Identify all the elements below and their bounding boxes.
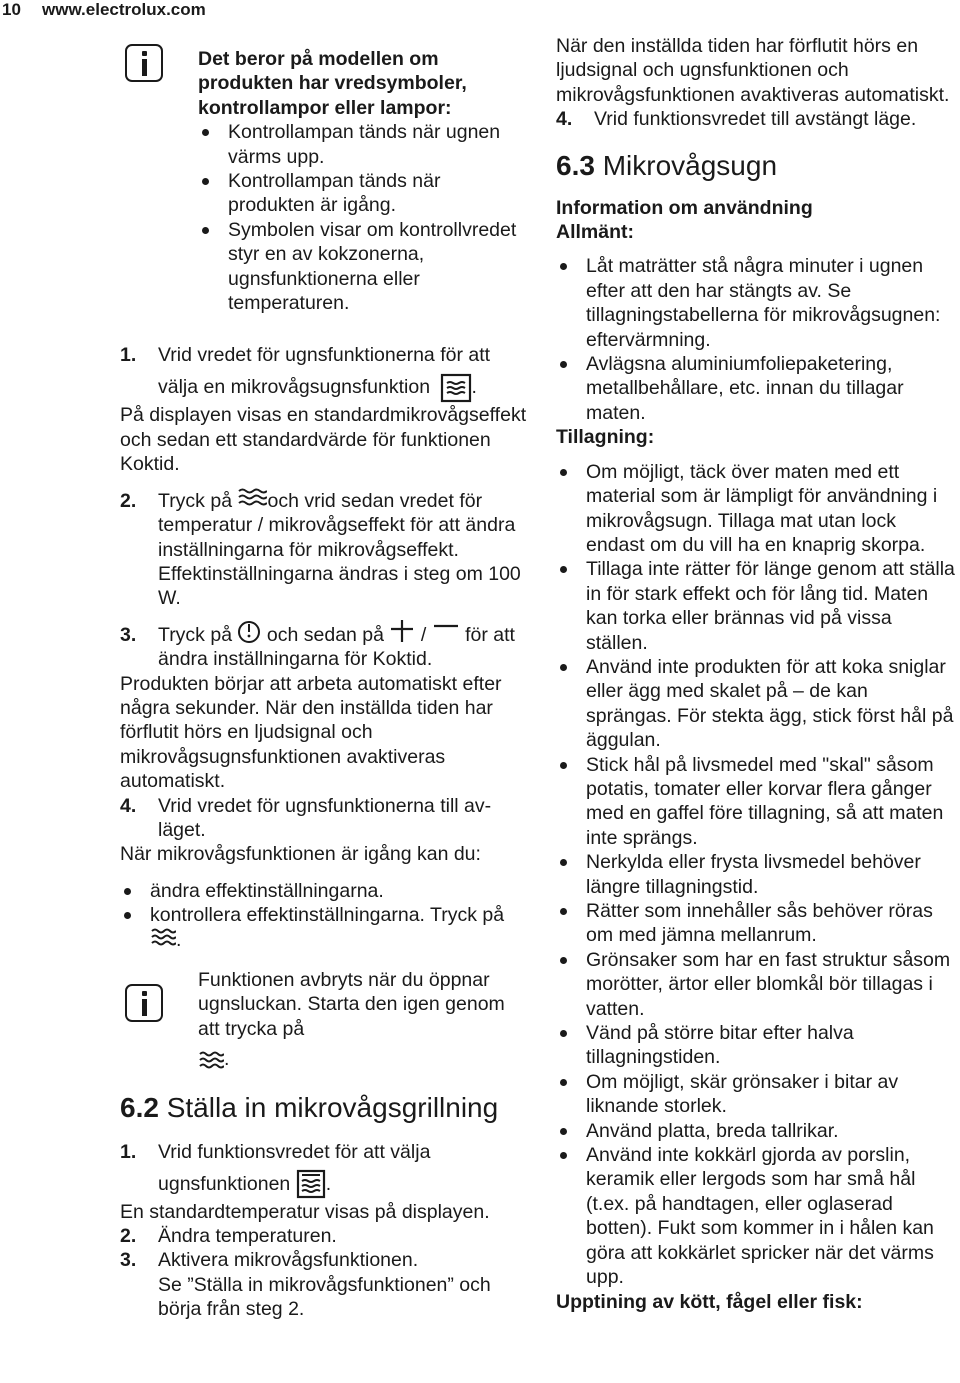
step-text: Vrid vredet för ugnsfunktionerna till av-läget. — [158, 794, 492, 841]
subheading-general: Allmänt: — [556, 221, 634, 244]
step-text-cont: och vrid sedan vredet för temperatur / mikrovågseffekt för att ändra inställningarna för mikrovågseffekt. Effektinställningarna ändras i steg om 100 W. — [158, 489, 521, 610]
info-note-1 — [0, 30, 530, 315]
left-column — [120, 30, 530, 1322]
info-note-2 — [120, 968, 530, 1072]
list-item: Låt maträtter stå några minuter i ugnen efter att den har stängts av. Se tillagningstabellerna för mikrovågsugnen: eftervärmning. — [556, 254, 956, 352]
cooking-list — [556, 460, 956, 1290]
step-1-grill — [120, 1136, 530, 1200]
list-item: Kontrollampan tänds när ugnen värms upp. — [198, 120, 530, 169]
list-item: Grönsaker som har en fast struktur såsom morötter, ärtor eller blomkål bör tillagas i vatten. — [556, 948, 956, 1021]
plus-icon — [389, 618, 415, 644]
step-text: för att ändra inställningarna för Koktid. — [158, 623, 515, 671]
subheading-thawing: Upptining av kött, fågel eller fisk: — [556, 1290, 863, 1313]
note-text: Funktionen avbryts när du öppnar ugnsluckan. Starta den igen genom att trycka på — [198, 969, 505, 1040]
list-item: Om möjligt, täck över maten med ett material som är lämpligt för användning i mikrovågsugn. Tillaga mat utan lock endast om du vill ha en knaprig skorpa. — [556, 460, 956, 558]
step-number: 2. — [120, 1225, 137, 1248]
bullet-list — [120, 879, 530, 952]
site-url: www.electrolux.com — [42, 0, 206, 19]
note-bullet-list — [198, 120, 530, 315]
slash-text: / — [420, 623, 427, 646]
list-item: Avlägsna aluminiumfoliepaketering, metallbehållare, etc. innan du tillagar maten. — [556, 352, 956, 425]
list-item: Tillaga inte rätter för länge genom att ställa in för stark effekt och för lång tid. Maten kan torka eller brännas vid på vissa ställen. — [556, 557, 956, 655]
step-1 — [120, 339, 530, 403]
step-text: Vrid funktionsvredet till avstängt läge. — [594, 108, 917, 131]
section-title: Ställa in mikrovågsgrillning — [166, 1091, 499, 1123]
step-text: Tryck på — [158, 489, 233, 512]
list-item: Om möjligt, skär grönsaker i bitar av liknande storlek. — [556, 1070, 956, 1119]
page-header — [2, 0, 206, 20]
intro-paragraph: När den inställda tiden har förflutit hörs en ljudsignal och ugnsfunktionen och mikrovågsfunktionen avaktiveras automatiskt. — [556, 35, 950, 106]
list-item: Använd inte produkten för att koka sniglar eller ägg med skalet på – de kan sprängas. För stekta ägg, stick först hål på äggulan. — [556, 655, 956, 753]
step-3-continuation: Produkten börjar att arbeta automatiskt efter några sekunder. När den inställda tiden har förflutit hörs en ljudsignal och mikrovågsugnsfunktionen avaktiveras automatiskt. — [120, 672, 502, 793]
list-item: Vänd på större bitar efter halva tillagningstiden. — [556, 1021, 956, 1070]
list-item: Symbolen visar om kontrollvredet styr en av kokzonerna, ugnsfunktionerna eller temperaturen. — [198, 218, 530, 316]
list-item-text: kontrollera effektinställningarna. Tryck på — [150, 904, 505, 927]
section-title: Mikrovågsugn — [602, 149, 778, 181]
section-number: 6.2 — [120, 1091, 159, 1123]
list-item: Använd inte kokkärl gjorda av porslin, keramik eller lergods som har små hål (t.ex. på handtagen, eller oglaserad botten). Fukt som kommer in i hålen kan göra att kokkärlet spricker när det värms upp. — [556, 1143, 956, 1289]
step-text: och sedan på — [266, 623, 384, 646]
step-1-continuation: På displayen visas en standardmikrovågseffekt och sedan ett standardvärde för funktionen Koktid. — [120, 404, 527, 476]
page-number: 10 — [2, 0, 21, 19]
microwave-function-icon — [440, 373, 472, 403]
step-4 — [120, 794, 530, 843]
list-item: Kontrollampan tänds när produkten är igång. — [198, 169, 530, 218]
step-text: Vrid vredet för ugnsfunktionerna för att välja en mikrovågsugnsfunktion — [158, 344, 491, 399]
step-text: Vrid funktionsvredet för att välja ugnsfunktionen — [158, 1140, 431, 1195]
timer-icon — [237, 620, 261, 644]
step-text: Ändra temperaturen. — [158, 1225, 337, 1248]
minus-icon — [432, 618, 460, 640]
step-text-cont: Se ”Ställa in mikrovågsfunktionen” och börja från steg 2. — [158, 1273, 491, 1321]
step-text: Aktivera mikrovågsfunktionen. — [158, 1249, 419, 1272]
section-number: 6.3 — [556, 149, 595, 181]
list-item: Stick hål på livsmedel med "skal" såsom potatis, tomater eller korvar flera gånger med en gaffel före tillagning, så att maten inte sprängs. — [556, 753, 956, 851]
step-text-end: . — [471, 376, 477, 399]
section-heading-6-3 — [556, 150, 956, 182]
microwave-waves-icon — [150, 926, 176, 948]
list-item: Använd platta, breda tallrikar. — [556, 1119, 956, 1143]
step-3-grill — [120, 1248, 530, 1321]
step-number: 1. — [120, 1140, 137, 1163]
step-number: 2. — [120, 489, 137, 512]
general-list — [556, 254, 956, 425]
step-number: 3. — [120, 1249, 137, 1272]
subheading-info: Information om användning — [556, 196, 813, 219]
step-number: 4. — [556, 108, 573, 131]
step-number: 1. — [120, 344, 137, 367]
step-4-right — [556, 107, 956, 131]
subheading-cooking: Tillagning: — [556, 426, 655, 449]
info-icon — [125, 984, 163, 1022]
step-2 — [120, 489, 530, 611]
step-number: 3. — [120, 623, 137, 646]
microwave-waves-icon — [198, 1049, 224, 1071]
microwave-waves-icon — [237, 486, 267, 508]
step-2-grill — [120, 1224, 530, 1248]
note-title: Det beror på modellen om produkten har vredsymboler, kontrollampor eller lampor: — [198, 48, 467, 119]
list-item-end: . — [176, 928, 182, 951]
list-item: Rätter som innehåller sås behöver röras om med jämna mellanrum. — [556, 899, 956, 948]
step-text-end: . — [325, 1172, 332, 1195]
step-3 — [120, 623, 530, 672]
section-heading-6-2 — [120, 1092, 530, 1124]
right-column — [556, 34, 956, 1314]
microwave-grill-icon — [296, 1169, 326, 1199]
list-item: Nerkylda eller frysta livsmedel behöver längre tillagningstid. — [556, 850, 956, 899]
note-text-end: . — [224, 1048, 230, 1071]
paragraph: När mikrovågsfunktionen är igång kan du: — [120, 843, 481, 866]
info-icon — [125, 44, 163, 82]
list-item: ändra effektinställningarna. — [120, 879, 530, 903]
step-number: 4. — [120, 794, 137, 817]
list-item — [120, 903, 530, 952]
step-text: Tryck på — [158, 623, 233, 646]
paragraph: En standardtemperatur visas på displayen. — [120, 1200, 490, 1223]
